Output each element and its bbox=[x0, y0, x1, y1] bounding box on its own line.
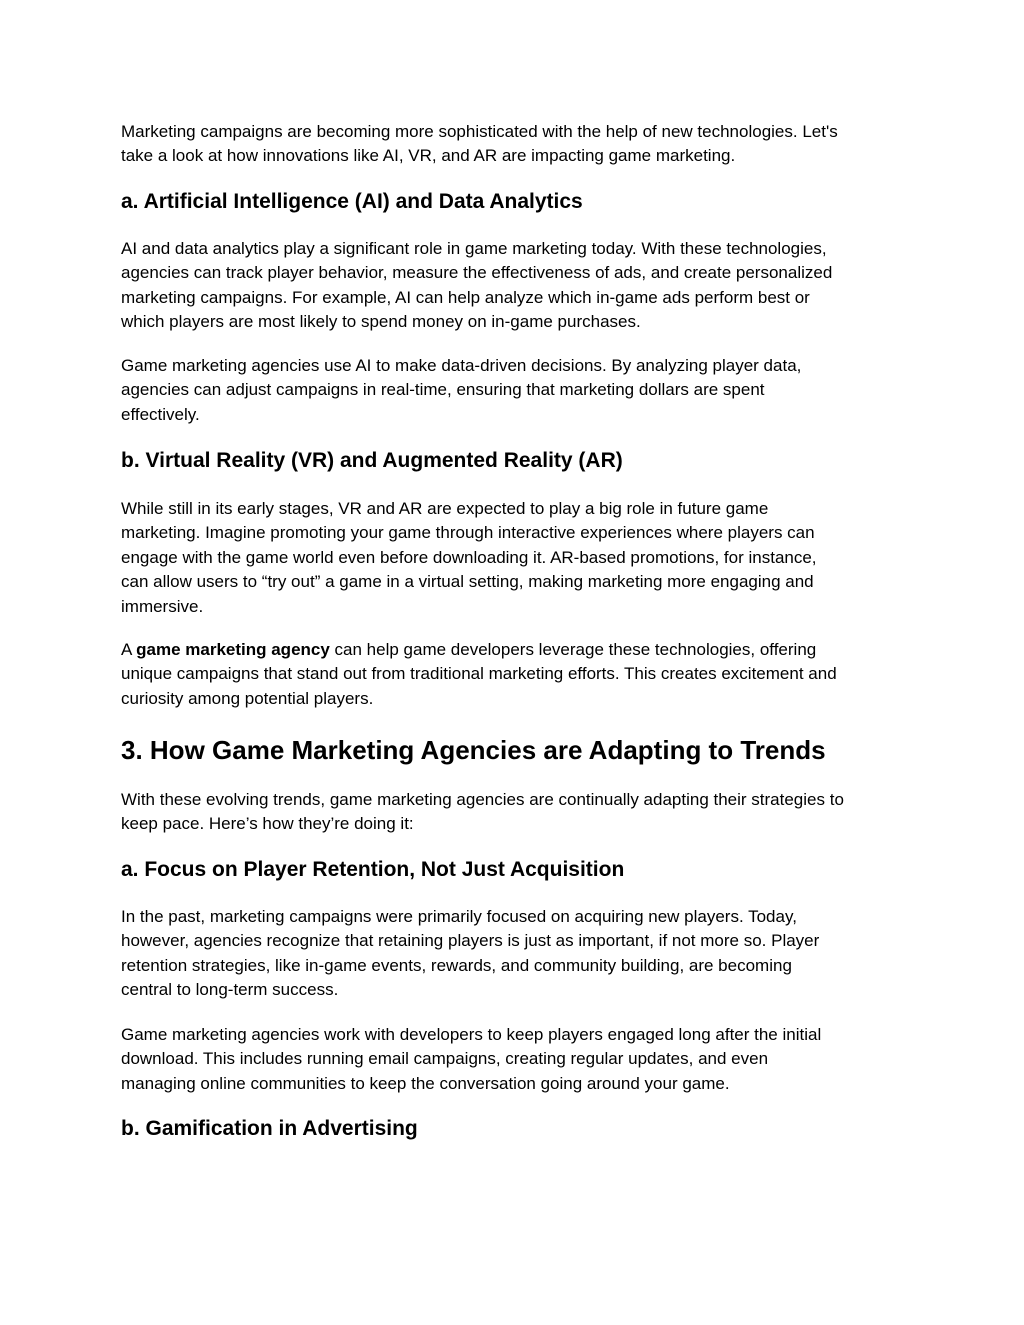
text-line: can allow users to “try out” a game in a virtual setting, making marketing more engaging and bbox=[121, 572, 814, 592]
text-run: can help game developers leverage these technologies, offering bbox=[329, 640, 817, 659]
text-run: A bbox=[121, 640, 137, 659]
text-line: marketing. Imagine promoting your game through interactive experiences where players can bbox=[121, 523, 815, 543]
text-line: engage with the game world even before downloading it. AR-based promotions, for instance, bbox=[121, 547, 817, 567]
text-line: unique campaigns that stand out from traditional marketing efforts. This creates excitement and bbox=[121, 664, 837, 684]
text-line: central to long-term success. bbox=[121, 980, 339, 1000]
bold-keyword: game marketing agency bbox=[136, 640, 330, 659]
text-line: Game marketing agencies use AI to make data-driven decisions. By analyzing player data, bbox=[121, 356, 802, 375]
section-heading-gamification: b. Gamification in Advertising bbox=[121, 1117, 418, 1140]
vr-paragraph-1 bbox=[121, 497, 817, 619]
section-heading-retention: a. Focus on Player Retention, Not Just Acquisition bbox=[121, 858, 625, 881]
text-line: AI and data analytics play a significant role in game marketing today. With these technologies, bbox=[121, 239, 827, 258]
section-heading-ai: a. Artificial Intelligence (AI) and Data Analytics bbox=[121, 190, 583, 213]
text-line: Marketing campaigns are becoming more sophisticated with the help of new technologies. Let's bbox=[121, 122, 838, 141]
ai-paragraph-2 bbox=[121, 354, 801, 427]
text-line: managing online communities to keep the conversation going around your game. bbox=[121, 1073, 730, 1093]
text-line: which players are most likely to spend money on in-game purchases. bbox=[121, 312, 641, 332]
vr-paragraph-2 bbox=[121, 638, 837, 711]
retention-paragraph-1 bbox=[121, 905, 819, 1003]
text-line: retention strategies, like in-game events, rewards, and community building, are becoming bbox=[121, 955, 792, 975]
text-line: While still in its early stages, VR and AR are expected to play a big role in future game bbox=[121, 499, 769, 518]
text-line: agencies can adjust campaigns in real-time, ensuring that marketing dollars are spent bbox=[121, 380, 765, 400]
text-line: In the past, marketing campaigns were primarily focused on acquiring new players. Today, bbox=[121, 907, 797, 926]
retention-paragraph-2 bbox=[121, 1023, 821, 1096]
intro-paragraph bbox=[121, 120, 838, 169]
text-line: however, agencies recognize that retaining players is just as important, if not more so. Player bbox=[121, 931, 820, 951]
text-line: immersive. bbox=[121, 596, 204, 616]
text-line: take a look at how innovations like AI, VR, and AR are impacting game marketing. bbox=[121, 146, 736, 166]
text-line: curiosity among potential players. bbox=[121, 688, 374, 708]
section-heading-adapting: 3. How Game Marketing Agencies are Adapting to Trends bbox=[121, 735, 826, 765]
text-line: With these evolving trends, game marketing agencies are continually adapting their strategies to bbox=[121, 790, 844, 809]
text-line: marketing campaigns. For example, AI can help analyze which in-game ads perform best or bbox=[121, 287, 810, 307]
section-heading-vr-ar: b. Virtual Reality (VR) and Augmented Reality (AR) bbox=[121, 449, 623, 472]
text-line: Game marketing agencies work with developers to keep players engaged long after the initial bbox=[121, 1025, 822, 1044]
adapting-intro-paragraph bbox=[121, 788, 844, 837]
text-line: effectively. bbox=[121, 404, 200, 424]
ai-paragraph-1 bbox=[121, 237, 832, 335]
text-line: agencies can track player behavior, measure the effectiveness of ads, and create personalized bbox=[121, 263, 833, 283]
text-line: keep pace. Here’s how they’re doing it: bbox=[121, 814, 414, 834]
text-line: download. This includes running email campaigns, creating regular updates, and even bbox=[121, 1049, 769, 1069]
text-line bbox=[121, 638, 837, 662]
